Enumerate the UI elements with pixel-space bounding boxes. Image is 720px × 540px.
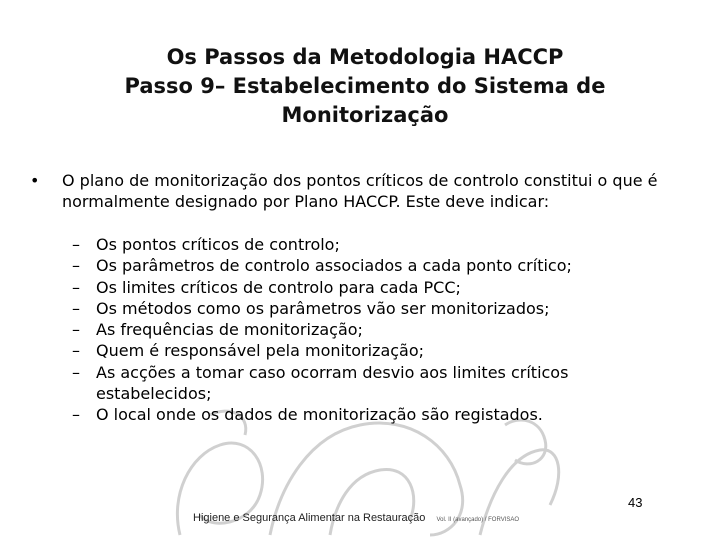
list-item bbox=[72, 340, 682, 361]
list-item-text: O local onde os dados de monitorização são registados. bbox=[96, 405, 543, 425]
list-item-text: Os pontos críticos de controlo; bbox=[96, 235, 340, 254]
slide-title bbox=[40, 43, 690, 130]
dash-marker: – bbox=[72, 235, 80, 254]
list-item-text: As acções a tomar caso ocorram desvio aos limites críticos estabelecidos; bbox=[96, 362, 569, 404]
list-item-text: As frequências de monitorização; bbox=[96, 320, 363, 340]
bullet-marker: • bbox=[30, 171, 40, 190]
dash-marker: – bbox=[72, 362, 80, 382]
footer-text: Higiene e Segurança Alimentar na Restauração bbox=[193, 512, 426, 524]
footer bbox=[193, 512, 519, 524]
dash-marker: – bbox=[72, 320, 80, 340]
dash-marker: – bbox=[72, 256, 80, 276]
list-item-text: Os parâmetros de controlo associados a cada ponto crítico; bbox=[96, 256, 572, 276]
list-item bbox=[72, 255, 682, 276]
dash-marker: – bbox=[72, 298, 80, 318]
list-item-text: Os limites críticos de controlo para cada PCC; bbox=[96, 277, 461, 297]
intro-text: O plano de monitorização dos pontos críticos de controlo constitui o que é normalmente designado por Plano HACCP. Este deve indicar: bbox=[62, 171, 658, 211]
title-line-3: Monitorização bbox=[281, 103, 449, 127]
dash-marker: – bbox=[72, 277, 80, 297]
title-line-1: Os Passos da Metodologia HACCP bbox=[166, 45, 564, 69]
list-item bbox=[72, 362, 682, 405]
list-item bbox=[72, 234, 682, 255]
list-item-text: Quem é responsável pela monitorização; bbox=[96, 341, 425, 361]
list-item bbox=[72, 298, 682, 319]
page-number: 43 bbox=[628, 495, 643, 510]
dash-marker: – bbox=[72, 341, 80, 361]
title-line-2: Passo 9– Estabelecimento do Sistema de bbox=[124, 74, 606, 98]
dash-marker: – bbox=[72, 405, 80, 425]
intro-bullet bbox=[30, 170, 700, 212]
footer-small-text: Vol. II (avançado) / FORVISAO bbox=[436, 517, 520, 523]
list-item bbox=[72, 404, 682, 425]
list-item bbox=[72, 277, 682, 298]
list-item-text: Os métodos como os parâmetros vão ser monitorizados; bbox=[96, 298, 550, 318]
requirements-list bbox=[72, 234, 682, 426]
list-item bbox=[72, 319, 682, 340]
